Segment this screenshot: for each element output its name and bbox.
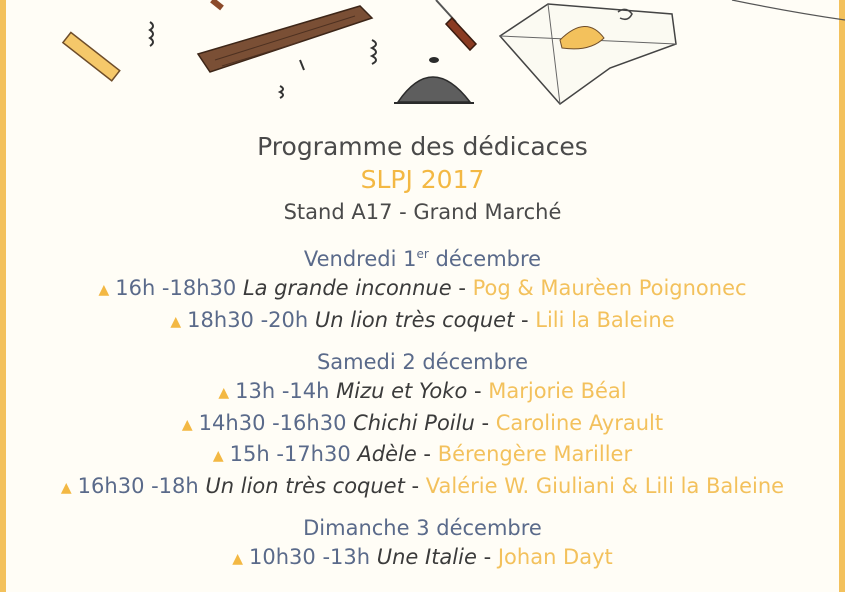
separator: - [514, 307, 536, 332]
triangle-bullet-icon: ▲ [170, 313, 182, 330]
program-title: Programme des dédicaces [257, 132, 588, 161]
triangle-bullet-icon: ▲ [60, 479, 72, 496]
book-title: La grande inconnue [242, 276, 452, 300]
schedule-entry [0, 377, 845, 409]
entry-time: 10h30 -13h [249, 545, 377, 569]
author-name: Marjorie Béal [488, 379, 627, 403]
day-title: Samedi 2 décembre [316, 350, 529, 374]
day-title: Dimanche 3 décembre [303, 516, 542, 540]
triangle-bullet-icon: ▲ [232, 551, 244, 567]
triangle-bullet-icon: ▲ [98, 282, 110, 298]
day-title: Vendredi 1er décembre [303, 247, 542, 271]
author-name: Bérengère Mariller [437, 442, 633, 466]
author-name: Valérie W. Giuliani & Lili la Baleine [425, 473, 785, 498]
entry-time: 16h30 -18h [77, 473, 206, 498]
entry-time: 15h -17h30 [229, 442, 358, 466]
schedule-entry [0, 472, 845, 504]
entry-time: 16h -18h30 [115, 276, 243, 300]
nail-drawing [300, 60, 304, 70]
spring-drawing [150, 22, 153, 46]
triangle-bullet-icon: ▲ [218, 385, 230, 401]
book-title: Chichi Poilu [353, 410, 475, 435]
book-title: Un lion très coquet [205, 473, 405, 498]
author-name: Lili la Baleine [535, 307, 675, 332]
screwdriver-drawing [436, 0, 476, 50]
separator: - [476, 545, 498, 569]
book-title: Adèle [357, 442, 417, 466]
spring-drawing [372, 40, 376, 64]
schedule-entry [0, 543, 845, 575]
separator: - [474, 410, 496, 435]
schedule [0, 239, 845, 575]
author-name: Pog & Maurèen Poignonec [472, 276, 747, 300]
header-illustration [0, 0, 845, 130]
spring-drawing [280, 86, 283, 98]
triangle-bullet-icon: ▲ [181, 416, 193, 433]
tool-drawing [212, 0, 222, 8]
plank-drawing [198, 6, 372, 72]
separator: - [416, 442, 438, 466]
schedule-entry [0, 409, 845, 441]
event-name: SLPJ 2017 [360, 165, 485, 194]
entry-time: 14h30 -16h30 [198, 410, 354, 435]
author-name: Caroline Ayrault [495, 410, 664, 435]
book-title: Un lion très coquet [314, 307, 515, 332]
schedule-entry [0, 440, 845, 472]
separator: - [451, 276, 473, 300]
program-content [0, 130, 845, 575]
separator: - [467, 379, 489, 403]
box-drawing [500, 4, 676, 104]
dome-drawing [394, 57, 474, 103]
stand-location: Stand A17 - Grand Marché [283, 200, 562, 224]
ruler-drawing [63, 32, 120, 80]
author-name: Johan Dayt [497, 545, 613, 569]
book-title: Une Italie [376, 545, 477, 569]
entry-time: 18h30 -20h [187, 307, 315, 332]
schedule-entry [0, 274, 845, 306]
schedule-entry [0, 306, 845, 338]
triangle-bullet-icon: ▲ [212, 448, 224, 464]
entry-time: 13h -14h [235, 379, 337, 403]
separator: - [404, 473, 426, 498]
book-title: Mizu et Yoko [336, 379, 468, 403]
line-drawing [732, 0, 845, 20]
